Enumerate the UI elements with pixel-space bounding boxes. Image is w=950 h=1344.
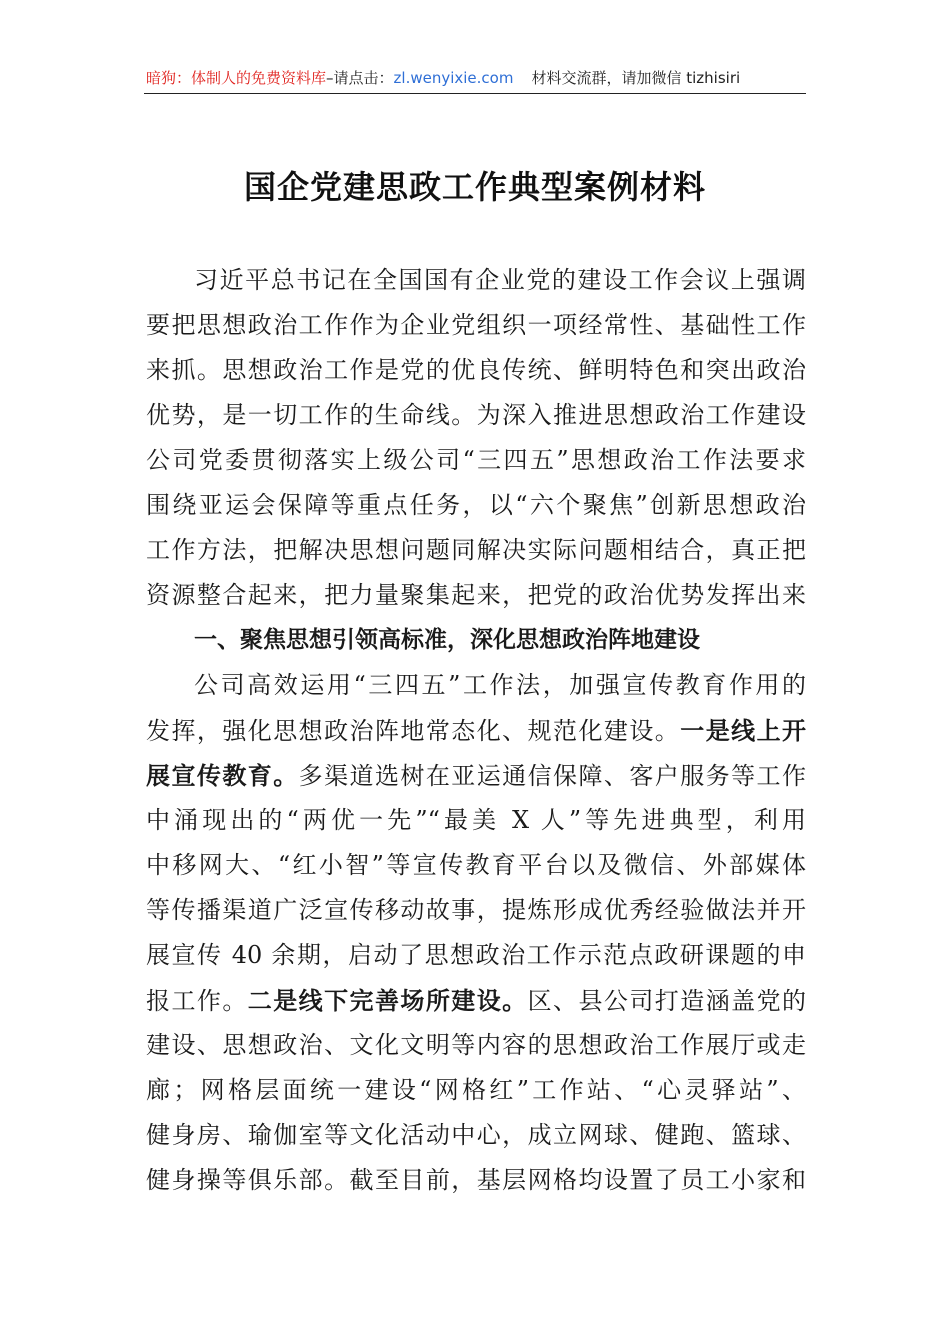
text-line: 廊；网格层面统一建设“网格红”工作站、“心灵驿站”、	[146, 1076, 806, 1104]
text-line: 习近平总书记在全国国有企业党的建设工作会议上强调	[194, 266, 806, 294]
text-line	[146, 978, 806, 1023]
text-run: 报工作。	[146, 987, 248, 1015]
text-line: 工作方法，把解决思想问题同解决实际问题相结合，真正把	[146, 536, 806, 564]
text-run: 发挥，强化思想政治阵地常态化、规范化建设。	[146, 717, 681, 745]
text-line: 健身房、瑜伽室等文化活动中心，成立网球、健跑、篮球、	[146, 1121, 806, 1149]
text-line	[146, 753, 806, 798]
page-header	[146, 68, 804, 88]
document-title: 国企党建思政工作典型案例材料	[243, 168, 706, 206]
text-line: 中移网大、“红小智”等宣传教育平台以及微信、外部媒体	[146, 851, 806, 879]
emphasis-run: 一是线上开	[680, 716, 806, 745]
section-heading-1: 一、聚焦思想引领高标准，深化思想政治阵地建设	[194, 627, 700, 653]
text-run: 区、县公司打造涵盖党的	[527, 987, 806, 1015]
text-line: 中涌现出的“两优一先”“最美 X 人”等先进典型，利用	[146, 806, 806, 834]
document-body	[146, 258, 806, 1203]
emphasis-run: 展宣传教育。	[146, 761, 299, 790]
text-line: 建设、思想政治、文化文明等内容的思想政治工作展厅或走	[146, 1031, 806, 1059]
header-cta: –请点击：	[326, 69, 394, 87]
text-line: 要把思想政治工作作为企业党组织一项经常性、基础性工作	[146, 311, 806, 339]
text-line: 来抓。思想政治工作是党的优良传统、鲜明特色和突出政治	[146, 356, 806, 384]
text-run: 多渠道选树在亚运通信保障、客户服务等工作	[298, 762, 806, 790]
header-group-text: 材料交流群，请加微信 tizhisiri	[531, 69, 741, 87]
paragraph-section-1	[146, 663, 806, 1203]
header-divider	[144, 93, 806, 94]
text-line: 公司党委贯彻落实上级公司“三四五”思想政治工作法要求	[146, 446, 806, 474]
paragraph-intro	[146, 258, 806, 618]
emphasis-run: 二是线下完善场所建设。	[247, 986, 528, 1015]
text-line: 优势，是一切工作的生命线。为深入推进思想政治工作建设	[146, 401, 806, 429]
text-line: 公司高效运用“三四五”工作法，加强宣传教育作用的	[194, 671, 806, 699]
text-line: 等传播渠道广泛宣传移动故事，提炼形成优秀经验做法并开	[146, 896, 806, 924]
text-line: 围绕亚运会保障等重点任务，以“六个聚焦”创新思想政治	[146, 491, 806, 519]
header-url-link[interactable]: zl.wenyixie.com	[393, 69, 514, 87]
text-line: 资源整合起来，把力量聚集起来，把党的政治优势发挥出来	[146, 581, 806, 609]
text-line: 健身操等俱乐部。截至目前，基层网格均设置了员工小家和	[146, 1166, 806, 1194]
text-line	[146, 708, 806, 753]
text-line: 展宣传 40 余期，启动了思想政治工作示范点政研课题的申	[146, 941, 806, 969]
header-prefix: 暗狗：体制人的免费资料库	[146, 69, 327, 87]
